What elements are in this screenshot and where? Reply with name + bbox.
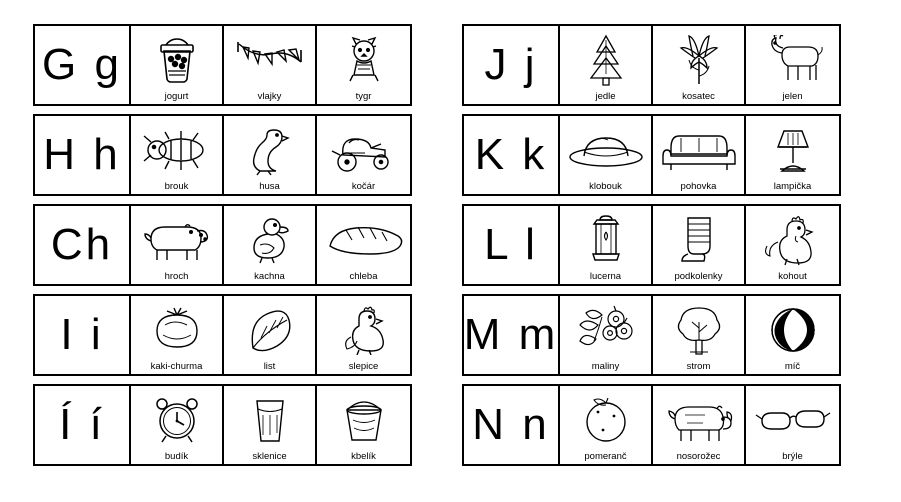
picture-cell <box>746 386 839 464</box>
picture-label: míč <box>784 361 801 372</box>
leaf-icon <box>224 298 315 361</box>
picture-cell <box>653 206 746 284</box>
raspberries-icon <box>560 298 651 361</box>
letter-label: K k <box>474 130 548 179</box>
picture-cell <box>653 26 746 104</box>
hen-icon <box>317 298 410 361</box>
table-row <box>33 204 412 286</box>
alarm-clock-icon <box>131 388 222 451</box>
picture-label: podkolenky <box>674 271 723 282</box>
table-row <box>33 294 412 376</box>
picture-cell <box>560 296 653 374</box>
picture-label: list <box>263 361 276 372</box>
picture-label: husa <box>259 181 280 192</box>
flags-bunting-icon <box>224 28 315 91</box>
left-column <box>33 24 412 502</box>
picture-label: nosorožec <box>676 451 721 462</box>
picture-cell <box>560 26 653 104</box>
picture-label: kbelík <box>351 451 376 462</box>
picture-label: tygr <box>355 91 372 102</box>
picture-label: kosatec <box>682 91 715 102</box>
picture-cell <box>317 26 410 104</box>
letter-label: M m <box>463 310 559 359</box>
persimmon-icon <box>131 298 222 361</box>
picture-cell <box>131 116 224 194</box>
picture-cell <box>746 26 839 104</box>
picture-cell <box>131 206 224 284</box>
carriage-icon <box>317 118 410 181</box>
table-row <box>462 294 841 376</box>
letter-cell <box>464 296 560 374</box>
picture-label: kachna <box>254 271 285 282</box>
picture-cell <box>131 296 224 374</box>
eyeglasses-icon <box>746 388 839 451</box>
picture-cell <box>131 386 224 464</box>
picture-label: hroch <box>164 271 189 282</box>
picture-label: kočár <box>351 181 376 192</box>
goose-icon <box>224 118 315 181</box>
table-row <box>462 204 841 286</box>
letter-label: G g <box>42 40 122 89</box>
picture-cell <box>560 386 653 464</box>
letter-cell <box>35 296 131 374</box>
letter-cell <box>464 26 560 104</box>
table-row <box>33 114 412 196</box>
iris-flower-icon <box>653 28 744 91</box>
sofa-icon <box>653 118 744 181</box>
glass-of-water-icon <box>224 388 315 451</box>
picture-cell <box>224 206 317 284</box>
picture-label: brouk <box>164 181 189 192</box>
picture-cell <box>746 116 839 194</box>
picture-cell <box>224 116 317 194</box>
picture-label: strom <box>686 361 711 372</box>
letter-label: H h <box>43 130 121 179</box>
tree-icon <box>653 298 744 361</box>
picture-cell <box>653 386 746 464</box>
hippo-icon <box>131 208 222 271</box>
right-column <box>462 24 841 502</box>
beetle-icon <box>131 118 222 181</box>
picture-cell <box>317 116 410 194</box>
picture-cell <box>560 116 653 194</box>
picture-label: slepice <box>348 361 379 372</box>
yogurt-cup-icon <box>131 28 222 91</box>
table-row <box>33 384 412 466</box>
picture-label: klobouk <box>589 181 622 192</box>
picture-cell <box>224 296 317 374</box>
picture-label: kohout <box>778 271 807 282</box>
picture-label: vlajky <box>257 91 282 102</box>
letter-label: I i <box>60 310 104 359</box>
letter-label: Í í <box>59 400 105 449</box>
picture-label: pohovka <box>680 181 717 192</box>
hat-icon <box>560 118 651 181</box>
picture-label: jogurt <box>164 91 189 102</box>
bread-loaf-icon <box>317 208 410 271</box>
picture-label: sklenice <box>252 451 287 462</box>
picture-cell <box>653 296 746 374</box>
table-lamp-icon <box>746 118 839 181</box>
letter-cell <box>464 206 560 284</box>
ball-icon <box>746 298 839 361</box>
rooster-icon <box>746 208 839 271</box>
picture-cell <box>317 206 410 284</box>
table-row <box>462 24 841 106</box>
picture-cell <box>653 116 746 194</box>
picture-label: pomeranč <box>584 451 627 462</box>
letter-cell <box>35 206 131 284</box>
picture-label: lampička <box>773 181 812 192</box>
picture-cell <box>317 386 410 464</box>
lantern-icon <box>560 208 651 271</box>
picture-cell <box>317 296 410 374</box>
table-row <box>462 114 841 196</box>
picture-cell <box>131 26 224 104</box>
letter-label: L l <box>484 220 538 269</box>
picture-label: jedle <box>595 91 616 102</box>
letter-label: N n <box>472 400 550 449</box>
bucket-icon <box>317 388 410 451</box>
picture-label: kaki-churma <box>150 361 203 372</box>
picture-label: maliny <box>591 361 620 372</box>
picture-cell <box>224 26 317 104</box>
picture-label: budík <box>164 451 189 462</box>
picture-label: jelen <box>782 91 803 102</box>
picture-cell <box>746 296 839 374</box>
letter-label: Ch <box>50 220 114 269</box>
picture-cell <box>224 386 317 464</box>
fir-tree-icon <box>560 28 651 91</box>
deer-icon <box>746 28 839 91</box>
rhinoceros-icon <box>653 388 744 451</box>
picture-label: lucerna <box>589 271 622 282</box>
picture-cell <box>560 206 653 284</box>
tiger-icon <box>317 28 410 91</box>
picture-label: chleba <box>349 271 378 282</box>
picture-cell <box>746 206 839 284</box>
duck-icon <box>224 208 315 271</box>
knee-socks-icon <box>653 208 744 271</box>
table-row <box>33 24 412 106</box>
orange-fruit-icon <box>560 388 651 451</box>
picture-label: brýle <box>782 451 803 462</box>
letter-cell <box>35 26 131 104</box>
letter-label: J j <box>484 40 538 89</box>
letter-cell <box>464 116 560 194</box>
table-row <box>462 384 841 466</box>
letter-cell <box>35 116 131 194</box>
letter-cell <box>464 386 560 464</box>
letter-cell <box>35 386 131 464</box>
